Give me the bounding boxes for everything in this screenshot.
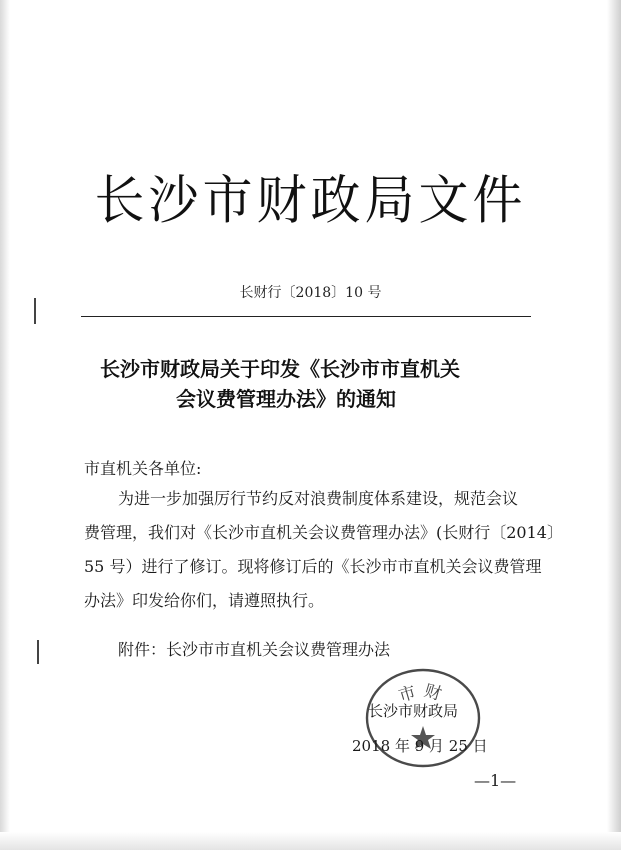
notice-body bbox=[84, 482, 563, 618]
page-edge-shadow-bottom bbox=[0, 832, 621, 850]
header-divider-line bbox=[81, 316, 531, 317]
binding-margin-mark-top bbox=[34, 298, 36, 324]
binding-margin-mark-bottom bbox=[37, 640, 39, 664]
notice-title-line-1: 长沙市财政局关于印发《长沙市市直机关 bbox=[100, 357, 460, 381]
page-edge-shadow-left bbox=[0, 0, 10, 850]
document-header-title: 长沙市财政局文件 bbox=[94, 169, 527, 231]
seal-text: 市财 bbox=[396, 680, 450, 707]
notice-title-line-2: 会议费管理办法》的通知 bbox=[176, 387, 396, 411]
body-line-4: 办法》印发给你们，请遵照执行。 bbox=[84, 591, 325, 610]
document-number: 长财行〔2018〕10 号 bbox=[239, 285, 382, 301]
page-edge-shadow-right bbox=[607, 0, 621, 850]
signature-date: 2018 年 9 月 25 日 bbox=[352, 737, 488, 755]
notice-title bbox=[86, 354, 556, 414]
attachment-line: 附件：长沙市市直机关会议费管理办法 bbox=[118, 640, 391, 659]
body-line-2: 费管理，我们对《长沙市直机关会议费管理办法》(长财行〔2014〕 bbox=[84, 523, 563, 542]
body-line-1: 为进一步加强厉行节约反对浪费制度体系建设，规范会议 bbox=[118, 489, 519, 508]
recipient-line: 市直机关各单位: bbox=[84, 459, 202, 478]
page-number: —1— bbox=[474, 771, 517, 790]
body-line-3: 55 号）进行了修订。现将修订后的《长沙市市直机关会议费管理 bbox=[84, 557, 542, 576]
signature-organization: 长沙市财政局 bbox=[368, 702, 459, 720]
